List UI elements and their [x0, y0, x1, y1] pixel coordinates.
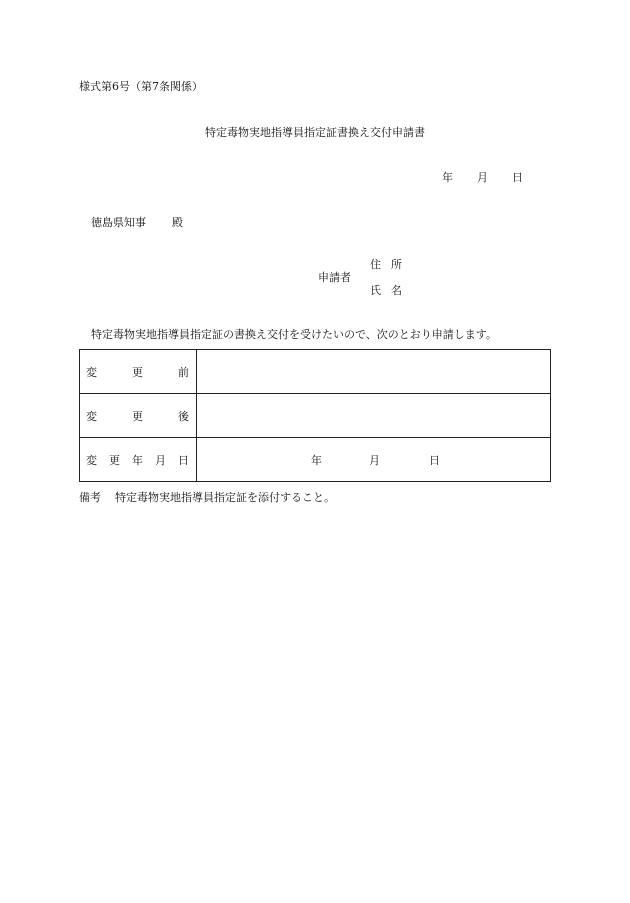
date-month-label: 月: [477, 171, 488, 184]
label-after: [80, 394, 197, 438]
label-char: 日: [178, 453, 189, 467]
change-date-field[interactable]: [197, 438, 551, 482]
label-char: 前: [178, 365, 189, 379]
addressee: 徳島県知事: [91, 216, 146, 229]
applicant-address-label: 住所: [370, 258, 412, 271]
change-table: [79, 349, 551, 482]
label-char: 変: [86, 409, 97, 423]
document-title: 特定毒物実地指導員指定証書換え交付申請書: [205, 126, 425, 139]
change-date-year-label: 年: [311, 453, 322, 467]
label-change-date: [80, 438, 197, 482]
label-char: 月: [155, 453, 166, 467]
table-row-before: [80, 350, 551, 394]
remarks-text: 特定毒物実地指導員指定証を添付すること。: [115, 491, 335, 504]
table-row-after: [80, 394, 551, 438]
applicant-name-label: 氏名: [370, 284, 412, 297]
label-char: 後: [178, 409, 189, 423]
remarks-label: 備考: [79, 491, 101, 504]
change-date-day-label: 日: [429, 453, 440, 467]
value-before-field[interactable]: [197, 350, 551, 394]
application-statement: 特定毒物実地指導員指定証の書換え交付を受けたいので、次のとおり申請します。: [91, 328, 497, 341]
form-number: 様式第6号（第7条関係）: [79, 80, 203, 93]
date-year-label: 年: [442, 171, 453, 184]
change-date-month-label: 月: [369, 453, 380, 467]
addressee-honorific: 殿: [172, 216, 183, 229]
value-after-field[interactable]: [197, 394, 551, 438]
table-row-change-date: [80, 438, 551, 482]
label-char: 変: [86, 453, 97, 467]
label-char: 変: [86, 365, 97, 379]
label-before: [80, 350, 197, 394]
label-char: 年: [132, 453, 143, 467]
label-char: 更: [132, 409, 143, 423]
applicant-label: 申請者: [318, 271, 351, 284]
date-day-label: 日: [512, 171, 523, 184]
label-char: 更: [132, 365, 143, 379]
label-char: 更: [109, 453, 120, 467]
